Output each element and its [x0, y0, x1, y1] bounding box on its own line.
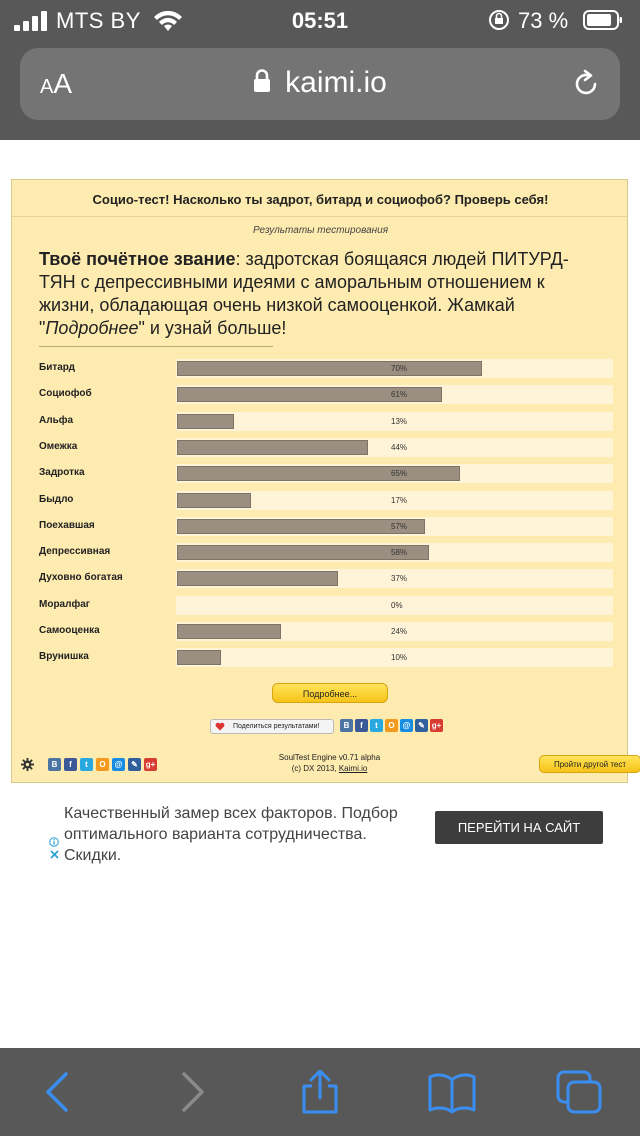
- browser-toolbar: [0, 1048, 640, 1136]
- score-percent: 10%: [391, 653, 408, 662]
- kaimi-link[interactable]: Kaimi.io: [338, 764, 368, 773]
- score-bar: [177, 493, 251, 508]
- score-label: Духовно богатая: [39, 572, 123, 583]
- score-percent: 13%: [391, 417, 408, 426]
- score-row: [12, 385, 629, 405]
- rank-link-word: Подробнее: [45, 318, 139, 338]
- livejournal-icon[interactable]: ✎: [415, 719, 428, 732]
- googleplus-icon[interactable]: g+: [431, 721, 442, 730]
- twitter-icon[interactable]: t: [80, 758, 93, 771]
- score-track: [176, 491, 613, 510]
- score-percent: 24%: [391, 627, 408, 636]
- browser-chrome: [0, 0, 640, 140]
- score-percent: 70%: [391, 364, 408, 373]
- score-bar: [177, 650, 221, 665]
- score-row: [12, 491, 629, 511]
- score-percent: 58%: [391, 548, 408, 557]
- score-row: [12, 359, 629, 379]
- test-card: [11, 179, 628, 783]
- score-track: [176, 648, 613, 667]
- rank-tail: " и узнай больше!: [138, 318, 287, 338]
- bookmarks-icon[interactable]: [428, 1070, 476, 1114]
- test-title: Социо-тест! Насколько ты задрот, битард и социофоб? Проверь себя!: [92, 192, 549, 207]
- livejournal-icon[interactable]: ✎: [128, 758, 141, 771]
- ad-info-icon[interactable]: [49, 837, 59, 847]
- score-bar: [177, 440, 368, 455]
- score-track: [176, 569, 613, 588]
- results-caption: Результаты тестирования: [252, 225, 389, 236]
- url-text: kaimi.io: [285, 66, 387, 99]
- score-percent: 0%: [391, 601, 403, 610]
- score-percent: 37%: [391, 574, 408, 583]
- title-divider: [12, 216, 627, 217]
- facebook-icon[interactable]: f: [355, 719, 368, 732]
- more-details-button[interactable]: Подробнее...: [272, 683, 388, 703]
- rank-text: : задротская боящаяся людей ПИТУРД-ТЯН с депрессивными идеями с аморальным отношением к жизни, обладающая очень низкой самооценкой. Жамкай ": [39, 249, 569, 338]
- twitter-icon[interactable]: t: [370, 719, 383, 732]
- score-label: Битард: [39, 362, 76, 373]
- battery-icon: [583, 10, 623, 30]
- lock-icon: [253, 69, 271, 93]
- orientation-lock-icon: [488, 9, 510, 31]
- score-row: [12, 648, 629, 668]
- score-track: [176, 412, 613, 431]
- score-track: [176, 622, 613, 641]
- rank-description: [39, 248, 599, 340]
- score-label: Моралфаг: [39, 599, 90, 610]
- text-size-button[interactable]: AA: [40, 68, 73, 99]
- score-row: [12, 596, 629, 616]
- score-bar: [177, 571, 338, 586]
- address-bar[interactable]: [20, 48, 620, 120]
- reload-icon[interactable]: [570, 68, 602, 100]
- score-label: Быдло: [39, 494, 74, 505]
- score-track: [176, 517, 613, 536]
- vk-icon[interactable]: В: [48, 758, 61, 771]
- score-row: [12, 517, 629, 537]
- score-track: [176, 464, 613, 483]
- share-results-button[interactable]: Поделиться результатами!: [210, 719, 334, 734]
- score-row: [12, 438, 629, 458]
- ad-text: Качественный замер всех факторов. Подбор оптимального варианта сотрудничества. Скидки.: [64, 805, 398, 864]
- googleplus-icon[interactable]: g+: [145, 760, 156, 769]
- score-percent: 17%: [391, 496, 408, 505]
- score-label: Альфа: [39, 415, 74, 426]
- score-row: [12, 412, 629, 432]
- odnoklassniki-icon[interactable]: О: [385, 719, 398, 732]
- status-bar: [0, 0, 640, 42]
- ad-cta-button[interactable]: ПЕРЕЙТИ НА САЙТ: [435, 811, 603, 844]
- score-row: [12, 464, 629, 484]
- engine-version: SoulTest Engine v0.71 alpha: [278, 753, 381, 762]
- tabs-icon[interactable]: [556, 1070, 604, 1114]
- score-row: [12, 622, 629, 642]
- score-row: [12, 543, 629, 563]
- ad-banner[interactable]: [48, 795, 612, 865]
- score-percent: 44%: [391, 443, 408, 452]
- score-label: Задротка: [39, 467, 85, 478]
- score-bar: [177, 466, 460, 481]
- score-track: [176, 359, 613, 378]
- share-icon[interactable]: [298, 1070, 342, 1114]
- score-bar: [177, 414, 234, 429]
- ad-close-icon[interactable]: [50, 850, 59, 859]
- status-time: 05:51: [291, 8, 349, 33]
- score-track: [176, 438, 613, 457]
- back-arrow-icon[interactable]: [36, 1070, 80, 1114]
- mailru-icon[interactable]: @: [400, 719, 413, 732]
- score-track: [176, 543, 613, 562]
- facebook-icon[interactable]: f: [64, 758, 77, 771]
- score-label: Омежка: [39, 441, 78, 452]
- score-label: Социофоб: [39, 388, 92, 399]
- score-label: Депрессивная: [39, 546, 111, 557]
- score-label: Самооценка: [39, 625, 100, 636]
- score-percent: 65%: [391, 469, 408, 478]
- share-heart-icon: [215, 722, 225, 731]
- mailru-icon[interactable]: @: [112, 758, 125, 771]
- score-percent: 61%: [391, 390, 408, 399]
- score-percent: 57%: [391, 522, 408, 531]
- rank-label: Твоё почётное звание: [39, 249, 236, 269]
- battery-percentage: 73 %: [518, 8, 569, 33]
- score-track: [176, 385, 613, 404]
- score-row: [12, 569, 629, 589]
- rank-divider: [39, 346, 273, 347]
- score-track: [176, 596, 613, 615]
- url-field[interactable]: [20, 66, 620, 100]
- take-another-test-button[interactable]: Пройти другой тест: [539, 755, 640, 773]
- odnoklassniki-icon[interactable]: О: [96, 758, 109, 771]
- score-bar: [177, 519, 425, 534]
- score-label: Врунишка: [39, 651, 89, 662]
- score-label: Поехавшая: [39, 520, 95, 531]
- copyright-text: (c) DX 2013,: [291, 764, 337, 773]
- forward-arrow-icon[interactable]: [170, 1070, 214, 1114]
- carrier-name: MTS BY: [56, 8, 141, 33]
- vk-icon[interactable]: В: [340, 719, 353, 732]
- score-bar: [177, 624, 281, 639]
- score-bar: [177, 361, 482, 376]
